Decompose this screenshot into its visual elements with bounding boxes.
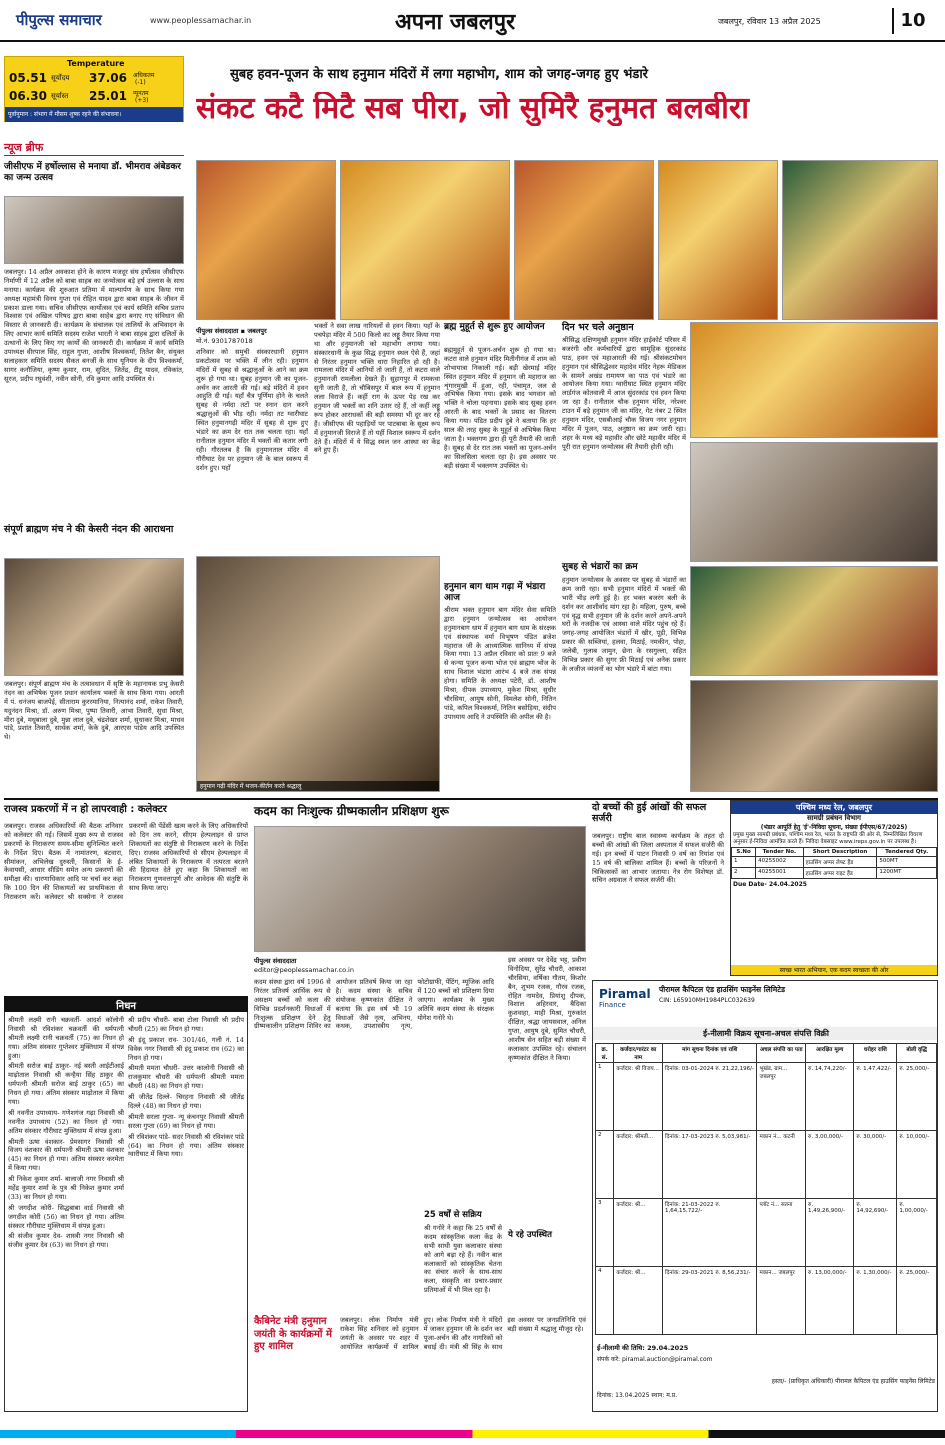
obit-item: श्री रविशंकर पांडे- सदर निवासी श्री रविशंकर पांडे (64) का निधन हो गया। अंतिम संस्कार ग्वारीघाट में किया गया।	[128, 1132, 244, 1159]
rail-cell: 1	[732, 857, 756, 868]
obit-item: श्री जीतेंद्र दिल्ले- चिरहना निवासी श्री जीतेंद्र दिल्ले (48) का निधन हो गया।	[128, 1093, 244, 1111]
obit-item: श्री जगदीश कोरी- सिद्धबाबा वार्ड निवासी श्री जगदीश कोरी (56) का निधन हो गया। अंतिम संस्कार गौरीघाट मुक्तिधाम में संपन्न हुआ।	[8, 1203, 124, 1230]
byline-name: पीपुल्स संवाददाता	[196, 327, 239, 335]
byline-mobile: मो.नं. 9301787018	[196, 337, 253, 345]
pir-th: अचल संपत्ति का पता	[757, 1044, 806, 1063]
pir-cell: 1	[596, 1063, 614, 1131]
table-row	[732, 868, 937, 879]
main-story-col2: भक्तों ने सवा लाख नारियलों से हवन किया। यहाँ के पचपेड़ा मंदिर में 500 किलो का लड्डू तैयार किया गया था और हनुमानजी को महाभोग लगाया गया। संस्कारधानी के कुछ सिद्ध हनुमान स्थल ऐसे हैं, जहां से निरंतर हनुमान भक्ति धारा निहारित हो रही है। रामलला मंदिर में आनियों तो जाती हैं, तो कटरा वाले हनुमानजी रामलीला देखते हैं। सुहागपुर में रामकथा सुनी जाती है, तो चौबिसपुर में बाल रूप में हनुमान लला विराजे हैं। कहीं राग के ऊपर पेड़ रख कर हनुमान जी भक्तों का शनि उतार रहे हैं, तो कहीं लड्डू रूप होकर आराधकों की बड़ी समस्या भी दूर कर रहे हैं। जीसीएफ की पहाड़ियों पर पाटबाबा के सूक्ष्म रूप में हनुमानजी विराजे हैं तो यहीं विशाल स्वरूप में दर्शन देते हैं। मंदिरों में ये सिद्ध स्थल जन आस्था का केंद्र बने हुए हैं।	[314, 322, 440, 455]
obit-item: श्री नवनीत उपाध्याय- गणेशगंज गढ़ा निवासी श्री नवनीत उपाध्याय (52) का निधन हो गया। अंतिम संस्कार गौरीघाट मुक्तिधाम में संपन्न हुआ।	[8, 1108, 124, 1135]
kadam-email: editor@peoplessamachar.co.in	[254, 966, 354, 974]
piramal-date-place: दिनांक: 13.04.2025 स्थान: म.प्र.	[597, 1392, 678, 1399]
crowd-photo-2	[690, 566, 938, 676]
hanuman-idol-photo	[690, 322, 938, 438]
pir-cell: रु. 1,30,000/-	[854, 1267, 897, 1335]
min-temp: 25.01	[89, 89, 127, 103]
pir-cell: प्लॉट नं... सतना	[757, 1199, 806, 1267]
brief2-text: जबलपुर। संपूर्ण ब्राह्मण मंच के तत्वावधान में सृष्टि के महानायक प्रभु केसरी नंदन का अभिषेक पूजन प्रधान कार्यालय भक्तों के साथ किया गया। आरती में पं. धनंजय बाजपेई, सीताराम कुररमानिया, नित्यानंद शर्मा, राकेश तिवारी, यदुनंदन मिश्रा, डॉ. अरुण मिश्रा, पुष्पा तिवारी, आभा तिवारी, सुधा मिश्रा, मीरा दुबे, मधुबाला दुबे, मुन्ना लाल दुबे, चंद्रशेखर शर्मा, सुधाकर मिश्रा, माधव पांडे, प्रशांत तिवारी, सार्थक शर्मा, केके दुबे, आरएस पांडेय आदि उपस्थित थे।	[4, 680, 184, 742]
main-story-col1: शनिवार को समुची संस्कारधानी हनुमान प्रकटोत्सव पर भक्ति में लीन रही। हनुमान मंदिरों में सुबह से श्रद्धालुओं के आने का क्रम शुरू हो गया था। सुबह हनुमान जी का पूजन-अर्चन कर आरती की गई। बड़े मंदिरों में हवन आहुति दी गई। यहाँ चैत्र पूर्णिमा होने के चलते सुबह से नर्मदा तटों पर स्नान दान करने श्रद्धालुओं की भीड़ रही। नर्मदा तट ग्वारीघाट स्थित हनुमानगढ़ी मंदिर में सुबह से शुरू हुए भंडारे का क्रम देर रात तक चलता रहा। यहाँ रानीताल हनुमान मंदिर में भक्तों की कतार लगी रही। गौरतलब है कि हनुमानताल मंदिर में गौरीघाट देव पर हनुमान जी के बाल स्वरूप में दर्शन हुए। यहाँ	[196, 348, 308, 472]
piramal-sign: हस्ता/- (प्राधिकृत अधिकारी) पीरामल कैपिटल एंड हाउसिंग फाइनेंस लिमिटेड	[771, 1378, 935, 1385]
piramal-cin: CIN: L65910MH1984PLC032639	[659, 997, 755, 1004]
railway-notice: (भंडार आपूर्ति हेतु 'ई'-निविदा सूचना, संख्या ईपीएस/67/2025)	[760, 824, 908, 831]
lead-headline: संकट कटै मिटै सब पीरा, जो सुमिरै हनुमत बलबीरा	[196, 92, 749, 126]
pir-th: कर्जदार/गारंटर का नाम	[614, 1044, 663, 1063]
obit-item: श्री प्रदीप चौधरी- बाबा टोला निवासी श्री प्रदीप चौधरी (25) का निधन हो गया।	[128, 1016, 244, 1033]
pir-cell: रु. 14,74,220/-	[806, 1063, 854, 1131]
pir-cell: भूखंड, ग्राम... जबलपुर	[757, 1063, 806, 1131]
byline-city: जबलपुर	[247, 327, 267, 335]
bhajan-photo	[196, 556, 440, 792]
sunset-time: 06.30	[9, 89, 47, 103]
news-brief-label: न्यूज ब्रीफ	[4, 140, 184, 156]
pir-cell: 4	[596, 1267, 614, 1335]
pir-cell: कर्जदार: श्री...	[614, 1267, 663, 1335]
rail-cell: 40255002	[756, 857, 804, 868]
collector-headline: राजस्व प्रकरणों में न हो लापरवाही : कलेक्टर	[4, 804, 167, 815]
pir-cell: कर्जदार: श्रीमती...	[614, 1131, 663, 1199]
min-delta: (+3)	[135, 97, 149, 104]
pir-cell: कर्जदार: श्री विजय...	[614, 1063, 663, 1131]
pir-th: धरोहर राशि	[854, 1044, 897, 1063]
max-delta: (-1)	[135, 79, 146, 86]
eyes-headline: दो बच्चों की हुई आंखों की सफल सर्जरी	[592, 802, 707, 825]
piramal-logo	[599, 987, 655, 1021]
rail-cell: हाउसिंग अप्पर राइट हैंड	[803, 868, 877, 879]
railway-body: प्रमुख मुख्य सामग्री प्रबंधक, पश्चिम मध्य रेल, भारत के राष्ट्रपति की ओर से, निम्नलिखित विवरण अनुसार ई-निविदा आमंत्रित करते हैं। निविदा वेबसाइट www.ireps.gov.in पर उपलब्ध है।	[733, 832, 923, 846]
rail-cell: 40255001	[756, 868, 804, 879]
pir-cell: मकान... जबलपुर	[757, 1267, 806, 1335]
rail-cell: 1200MT	[877, 868, 937, 879]
cabinet-headline: कैबिनेट मंत्री हनुमान जयंती के कार्यक्रमों में हुए शामिल	[254, 1316, 332, 1352]
hanuman-bagh-title: हनुमान बाग धाम गढ़ा में भंडारा आज	[444, 582, 546, 603]
railway-due: Due Date- 24.04.2025	[733, 881, 807, 889]
crowd-photo-1	[690, 442, 938, 562]
pir-cell: दिनांक: 29-03-2021 रु. 8,56,231/-	[663, 1267, 757, 1335]
weather-box	[4, 56, 184, 122]
obit-item: श्रीमती सरला गुप्ता- न्यू कंचनपुर निवासी श्रीमती सरला गुप्ता (69) का निधन हो गया।	[128, 1112, 244, 1130]
obit-item: श्री इंदू प्रकाश राव- 301/46, गली नं. 14 विवेक नगर निवासी श्री इंदू प्रकाश राव (62) का निधन हो गया।	[128, 1035, 244, 1062]
pir-cell: कर्जदार: श्री...	[614, 1199, 663, 1267]
min-label: न्यूनतम	[133, 90, 149, 97]
rail-th: Tendered Qty.	[877, 848, 937, 857]
nidhan-col2	[128, 1016, 244, 1408]
pir-cell: दिनांक: 17-03-2023 रु. 5,03,981/-	[663, 1131, 757, 1199]
piramal-company: पीरामल कैपिटल एंड हाउसिंग फाइनेंस लिमिटेड	[659, 985, 785, 994]
brief2-photo	[4, 558, 184, 676]
collector-text: जबलपुर। राजस्व अधिकारियों की बैठक शनिवार को कलेक्टर की गई। जिसमें मुख्य रूप से राजस्व प्रकरणों के निराकरण समय-सीमा सुनिश्चित करने के निर्देश दिए। बैठक में नामांतरण, बंटवारा, सीमांकन, अभिलेख दुरुस्ती, किसानों के ई-केवायसी, आधार सीडिंग समेत अन्य प्रकरणों की समीक्षा की। धारणाधिकार आदि पर चर्चा कर कहा कि 100 दिन की शिकायतों का प्राथमिकता से निराकरण करें। कलेक्टर श्री सक्सेना ने राजस्व प्रकरणों की पेंडेंसी खत्म करने के लिए अधिकारियों को दिन तय करने, सीएम हेल्पलाइन से प्राप्त शिकायतों का संतुष्टि से निराकरण करने के निर्देश दिए। राजस्व अधिकारियों से सीएम हेल्पलाइन में लंबित शिकायतों के निराकरण में तत्परता बरतने की हिदायत देते हुए कहा कि शिकायतों का निराकरण गुणवत्तापूर्ण और आवेदक की संतुष्टि के साथ किया जाए।	[4, 822, 248, 902]
rail-cell: 500MT	[877, 857, 937, 868]
railway-ad	[730, 800, 938, 976]
nidhan-col1	[8, 1016, 124, 1408]
obit-item: श्रीमती लक्ष्मी रानी चक्रवर्ती- आदर्श कॉलोनी निवासी श्री रविशंकर चक्रवर्ती की धर्मपत्नी श्रीमती लक्ष्मी रानी चक्रवर्ती (75) का निधन हो गया। अंतिम संस्कार गुप्तेश्वर मुक्तिधाम में संपन्न हुआ।	[8, 1016, 124, 1060]
obit-item: श्री निकेश कुमार शर्मा- बालाजी नगर निवासी श्री महेंद्र कुमार शर्मा के पुत्र श्री निकेश कुमार शर्मा (33) का निधन हो गया।	[8, 1175, 124, 1201]
print-color-bar	[0, 1430, 945, 1438]
pir-th: बोली वृद्धि	[897, 1044, 937, 1063]
site-url: www.peoplessamachar.in	[150, 16, 252, 25]
edition-date: जबलपुर, रविवार 13 अप्रैल 2025	[718, 17, 821, 26]
brief1-title: जीसीएफ में हर्षोल्लास से मनाया डॉ. भीमराव अंबेडकर का जन्म उत्सव	[4, 162, 181, 183]
temple-photo-5	[782, 160, 938, 320]
brahma-text: ब्रह्ममुहूर्त से पूजन-अर्चन शुरू हो गया था। कटरा वाले हनुमान मंदिर मितीनीगंज में शाम को शोभायात्रा निकाली गई। बड़ी खेरमाई मंदिर स्थित हनुमान मंदिर में हनुमान जी महाराज का शृंगारमुखी में हुआ, रही, पंचामृत, जल से अभिषेक किया गया। इसके बाद भगवान को भक्ति ने चोला पहनाया। इसके बाद सुबह हवन आरती के बाद भक्तों के प्रसाद का वितरण किया गया। पंडित प्रदीप दुबे ने बताया कि हर साल की तरह सुबह के मुहूर्त से अभिषेक किया जाता है। भक्तगण द्वारा ही पूरी तैयारी की जाती है। सुबह से देर रात तक भक्तों का पूजन-अर्चन का सिलसिला चलता रहा है। इस अवसर पर बड़ी संख्या में भक्तगण उपस्थित थे।	[444, 346, 556, 470]
crowd-photo-3	[690, 680, 938, 792]
brand-logo: पीपुल्स समाचार	[16, 11, 102, 29]
piramal-table	[595, 1043, 937, 1335]
sunset-label: सूर्यास्त	[51, 92, 69, 100]
kadam-text: कदम संस्था द्वारा वर्ष 1996 से निरंतर प्रतिवर्ष आर्थिक रूप से असक्षम बच्चों को कला की विभिन्न प्रदर्शनकारी विधाओं में निःशुल्क प्रशिक्षण देने हेतु ग्रीष्मकालीन प्रशिक्षण शिविर का आयोजन प्रतिवर्ष किया जा रहा है। कदम संस्था के सचिव संयोजक कृष्णकांत दीक्षित ने बताया कि इस वर्ष भी 19 विधाओं जैसे नृत्य, अभिनय, कथक, उपशास्त्रीय नृत्य, फोटोग्राफी, पेंटिंग, म्यूजिक आदि में 120 बच्चों को प्रशिक्षण दिया जाएगा। कार्यक्रम के मुख्य अतिथि कदम संस्था के संरक्षक योगेश गनोरे थे।	[254, 978, 494, 1031]
kadam-text3: इस अवसर पर देवेंद्र भट्ट, प्रवीण विनोदिया, सुरेंद्र चौधरी, आकाश चौरसिया, वर्षिका गौतम, किशोर बैन, शुभम रजक, गौरव रजक, रोहित नामदेव, प्रियांशु दीपक, विशाल अहिरवार, बैदिका कुशवाहा, माही मिश्रा, गुरुकांत दीक्षित, श्रद्धा जायसवाल, अनिल गुप्ता, आयुष दुबे, सुमित चौधरी, आशीष सेन सहित बड़ी संख्या में कलाकार उपस्थित रहे। संचालन कृष्णकांत दीक्षित ने किया।	[508, 956, 586, 1062]
kadam-credit: पीपुल्स संवाददाता	[254, 957, 297, 965]
kadam-headline: कदम का निःशुल्क ग्रीष्मकालीन प्रशिक्षण शुरू	[254, 804, 449, 818]
pir-cell: रु. 1,00,000/-	[897, 1199, 937, 1267]
day-events-title: दिन भर चले अनुष्ठान	[562, 322, 634, 333]
obit-item: श्रीमती ममता चौधरी- उत्तर कालोनी निवासी श्री राजकुमार चौधरी की धर्मपत्नी श्रीमती ममता चौधरी (48) का निधन हो गया।	[128, 1064, 244, 1091]
piramal-sub: Finance	[599, 1001, 626, 1009]
page-number: 10	[892, 8, 932, 34]
temperature-label: Temperature	[67, 59, 125, 68]
nidhan-title: निधन	[4, 996, 248, 1012]
brahma-title: ब्रह्म मुहूर्त से शुरू हुए आयोजन	[444, 322, 545, 332]
pir-cell: रु. 13,00,000/-	[806, 1267, 854, 1335]
pir-cell: 2	[596, 1131, 614, 1199]
temple-photo-4	[658, 160, 778, 320]
sunrise-time: 05.51	[9, 71, 47, 85]
brief2-title: संपूर्ण ब्राह्मण मंच ने की केसरी नंदन की आराधना	[4, 524, 174, 535]
piramal-contact: संपर्क करें: piramal.auction@piramal.com	[597, 1356, 713, 1363]
railway-org: पश्चिम मध्य रेल, जबलपुर	[731, 801, 937, 814]
obit-item: श्रीमती ऊषा वंशकार- प्रेमसागर निवासी श्री विजय वंशकार की धर्मपत्नी श्रीमती ऊषा वंशकार (45) का निधन हो गया। अंतिम संस्कार करमेता में किया गया।	[8, 1137, 124, 1173]
pir-cell: दिनांक: 03-01-2024 रु. 21,22,196/-	[663, 1063, 757, 1131]
kadam-photo	[254, 826, 586, 952]
pir-th: क्र. सं.	[596, 1044, 614, 1063]
pir-th: मांग सूचना दिनांक एवं राशि	[663, 1044, 757, 1063]
sunrise-label: सूर्योदय	[51, 74, 70, 82]
table-row	[732, 857, 937, 868]
temple-photo-1	[196, 160, 336, 320]
forecast-text: पूर्वानुमान : संभाग में मौसम शुष्क रहने की संभावना।	[5, 107, 183, 122]
kadam-section-25: 25 वर्षों से सक्रिय	[424, 1210, 482, 1220]
railway-dept: सामग्री प्रबंधन विभाग	[807, 814, 861, 822]
max-temp: 37.06	[89, 71, 127, 85]
piramal-title: ई-नीलामी विक्रय सूचना-अचल संपत्ति विक्री	[593, 1027, 938, 1040]
masthead	[0, 0, 945, 42]
bhandara-title: सुबह से भंडारों का क्रम	[562, 562, 638, 572]
eyes-text: जबलपुर। राष्ट्रीय बाल स्वास्थ्य कार्यक्रम के तहत दो बच्चों की आंखों की जिला अस्पताल में सफल सर्जरी की गई। इन बच्चों में पाटन निवासी 9 वर्ष का रियांश एवं 15 वर्ष की बालिका शामिल हैं। बच्चों के परिजनों ने चिकित्सकों का आभार जताया। नेत्र रोग विशेषज्ञ डॉ. सचिन अग्रवाल ने सफल सर्जरी की।	[592, 832, 724, 885]
rail-cell: 2	[732, 868, 756, 879]
temple-photo-3	[514, 160, 654, 320]
railway-footer: स्वच्छ भारत अभियान, एक कदम स्वच्छता की ओर	[731, 965, 937, 975]
obit-item: श्री संजीव कुमार देव- शास्त्री नगर निवासी श्री संजीव कुमार देव (63) का निधन हो गया।	[8, 1232, 124, 1250]
pir-cell: रु. 25,000/-	[897, 1063, 937, 1131]
piramal-ad	[592, 980, 938, 1412]
table-row	[596, 1267, 937, 1335]
pir-cell: मकान नं... कटनी	[757, 1131, 806, 1199]
kadam-text2: श्री गनोरे ने कहा कि 25 वर्षों से कदम सांस्कृतिक कला केंद्र के सभी साथी युवा कलाकार संस्था को आगे बढ़ा रहे हैं। नवीन बाल कलाकारों को सांस्कृतिक चेतना का संचार करने के साथ-साथ कला, संस्कृति का प्रचार-प्रसार प्रतिमाओं में भी मिल रहा है।	[424, 1224, 502, 1295]
piramal-brand: Piramal	[599, 987, 651, 1001]
table-row	[596, 1199, 937, 1267]
rail-th: Tender No.	[756, 848, 804, 857]
kadam-section-result: ये रहे उपस्थित	[508, 1230, 552, 1240]
rail-th: Short Description	[803, 848, 877, 857]
obit-item: श्रीमती सरोज बाई ठाकुर- नई बस्ती आईटीआई माढ़ोताल निवासी श्री कन्हैया सिंह ठाकुर की धर्मपत्नी श्रीमती सरोज बाई ठाकुर (65) का निधन हो गया। अंतिम संस्कार माढ़ोताल में किया गया।	[8, 1062, 124, 1107]
day-events-text: श्रीसिद्ध दक्षिणमुखी हनुमान मंदिर हाईकोर्ट परिसर में बजरंगी और कर्मचारियों द्वारा सामूहिक सुंदरकांड पाठ, हवन एवं महाआरती की गई। श्रीसंकटमोचन हनुमान एवं श्रीसिद्धेश्वर महादेव मंदिर नेहरू मेडिकल के सामने अखंड रामायण का पाठ एवं भंडारे का आयोजन किया गया। ग्वारीघाट स्थित हनुमान मंदिर लार्डगंज कोतवाली में आज सुंदरकांड एवं हवन किया जा रहा है। रानीताल चौक हनुमान मंदिर, नरेश्वर टाउन में बड़े हनुमान जी का मंदिर, गेट नंबर 2 स्थित हनुमान मंदिर, एसबीआई चौक विजय नगर हनुमान मंदिर में पूजन, पाठ, अनुष्ठान का क्रम जारी रहा। शहर के मध्य बड़े महावीर और छोटे महावीर मंदिर में पूरी रात हनुमान जन्मोत्सव की तैयारी होती रही।	[562, 336, 686, 451]
hanuman-bagh-text: श्रीराम भक्त हनुमान बाग मंदिर सेवा समिति द्वारा हनुमान जन्मोत्सव का आयोजन हनुमानबाग धाम में हनुमान बाग धाम के संरक्षक एवं संस्थापक वर्मा विभूषण पंडित ब्रजेश महाराज जी के आध्यात्मिक सानिध्य में संपन्न किया गया। 13 अप्रैल रविवार को प्रातः 9 बजे से कन्या पूजन कन्या भोज एवं ब्राह्मण भोज के साथ विशाल भंडारा आरंभ 4 बजे तक संपन्न होगा। समिति के अध्यक्ष पटेरी, डॉ. आशीष मिश्रा, दीपक उपाध्याय, मुकेश मिश्रा, सुधीर चौरसिया, आयुष सोनी, विमलेश सोनी, नितिन पांडे, कपिल विश्वकर्मा, नितिन बसोड़िया, संदीप उपाध्याय आदि ने उपस्थिति की अपील की है।	[444, 606, 556, 721]
max-label: अधिकतम	[133, 72, 155, 79]
bhandara-text: हनुमान जन्मोत्सव के अवसर पर सुबह से भंडारों का क्रम जारी रहा। सभी हनुमान मंदिरों में भक्तों की भारी भीड़ लगी हुई है। हर भक्त बजरंग बली के दर्शन कर आशीर्वाद मांग रहा है। महिला, पुरुष, बच्चे एवं वृद्ध सभी हनुमान जी के दर्शन करने अपने-अपने घरों के नजदीक एवं आस्था वाले मंदिर पहुंच रहे हैं। जगह-जगह आयोजित भंडारों में खीर, पूड़ी, विभिन्न प्रकार की सब्जियां, हलवा, मिठाई, नमकीन, पोहा, जलेबी, गुलाब जामुन, छेना के रसगुल्ला, सहित विभिन्न प्रकार की सुगर फ्री मिठाई एवं अनेक प्रकार के लजीज व्यंजनों का भोग भंडारे में बांटा गया।	[562, 576, 686, 673]
pir-cell: 3	[596, 1199, 614, 1267]
cabinet-text: जबलपुर। लोक निर्माण मंत्री राकेश सिंह शनिवार को हनुमान जयंती के अवसर पर शहर में आयोजित कार्यक्रमों में शामिल हुए। लोक निर्माण मंत्री ने मंदिरों में जाकर हनुमान जी के दर्शन कर पूजा-अर्चन की और नागरिकों को बधाई दी। मंत्री श्री सिंह के साथ इस अवसर पर जनप्रतिनिधि एवं बड़ी संख्या में श्रद्धालु मौजूद रहे।	[340, 1316, 586, 1351]
pir-cell: रु. 3,00,000/-	[806, 1131, 854, 1199]
pir-cell: रु. 10,000/-	[897, 1131, 937, 1199]
bhajan-photo-caption: हनुमान गढ़ी मंदिर में भजन-कीर्तन करते श्रद्धालु	[197, 781, 439, 791]
lead-kicker: सुबह हवन-पूजन के साथ हनुमान मंदिरों में लगा महाभोग, शाम को जगह-जगह हुए भंडारे	[230, 67, 649, 82]
pir-th: आरक्षित मूल्य	[806, 1044, 854, 1063]
railway-table	[731, 847, 937, 879]
brief1-photo	[4, 196, 184, 264]
table-row	[596, 1131, 937, 1199]
pir-cell: रु. 14,92,690/-	[854, 1199, 897, 1267]
pir-cell: रु. 1,47,422/-	[854, 1063, 897, 1131]
pir-cell: दिनांक: 21-03-2022 रु. 1,64,15,722/-	[663, 1199, 757, 1267]
brief1-text: जबलपुर। 14 अप्रैल अवकाश होने के कारण मजदूर संघ हर्षोत्सव जीसीएफ निर्माणी में 12 अप्रैल को बाबा साहब का जन्मोत्सव बड़े हर्ष उल्लास के साथ मनाया। कार्यक्रम की शुरुआत प्रतिमा में माल्यार्पण के साथ किया गया अध्यक्ष महामंत्री विनय गुप्ता एवं रोहित यादव द्वारा बाबा साहब के जीवन में प्रकाश डाला गया। सचिव जीसीएफ कार्योत्सव एवं कार्य समिति सचिव प्रताप विश्वास एवं अखिल परिषद द्वारा बाबा साहेब द्वारा बनाए गए संविधान की विस्तार से जानकारी दी। कार्यक्रम के संचालक एवं तालियों के अभिवादन के लिए आभार कार्य समिति सदस्य राजेश भारती ने बाबा साहब द्वारा दलितों के उत्थानों के लिए किए गए कार्यों की जानकारी दी। कार्यक्रम में कार्य समिति उपाध्यक्ष वीरपाल सिंह, राहुल गुप्ता, आशीष विश्वकर्मा, तितेश बैन, संयुक्त सलाहकार समिति सदस्य सैकत बनर्जी के साथ यूनियन के दीप विश्वकर्मा, सागर कनौजिया, कृष्ण कुमार, राम, सुदित, जितेंद्र, टीटू यादव, रविकांत, सूरज, प्रदीप रघुवंशी, नवीन सोनी, रवि कुमार आदि उपस्थित थे।	[4, 268, 184, 383]
rail-th: S.No	[732, 848, 756, 857]
temple-photo-2	[340, 160, 510, 320]
table-row	[596, 1063, 937, 1131]
byline-credit: पीपुल्स संवाददाता ▪ जबलपुर	[196, 327, 267, 335]
section-title: अपना जबलपुर	[395, 10, 516, 35]
pir-cell: रु. 1,49,26,900/-	[806, 1199, 854, 1267]
pir-cell: रु. 30,000/-	[854, 1131, 897, 1199]
pir-cell: रु. 25,000/-	[897, 1267, 937, 1335]
piramal-auction-date: ई-नीलामी की तिथि: 29.04.2025	[597, 1344, 689, 1352]
rail-cell: हाउसिंग अप्पर लेफ्ट हैंड	[803, 857, 877, 868]
